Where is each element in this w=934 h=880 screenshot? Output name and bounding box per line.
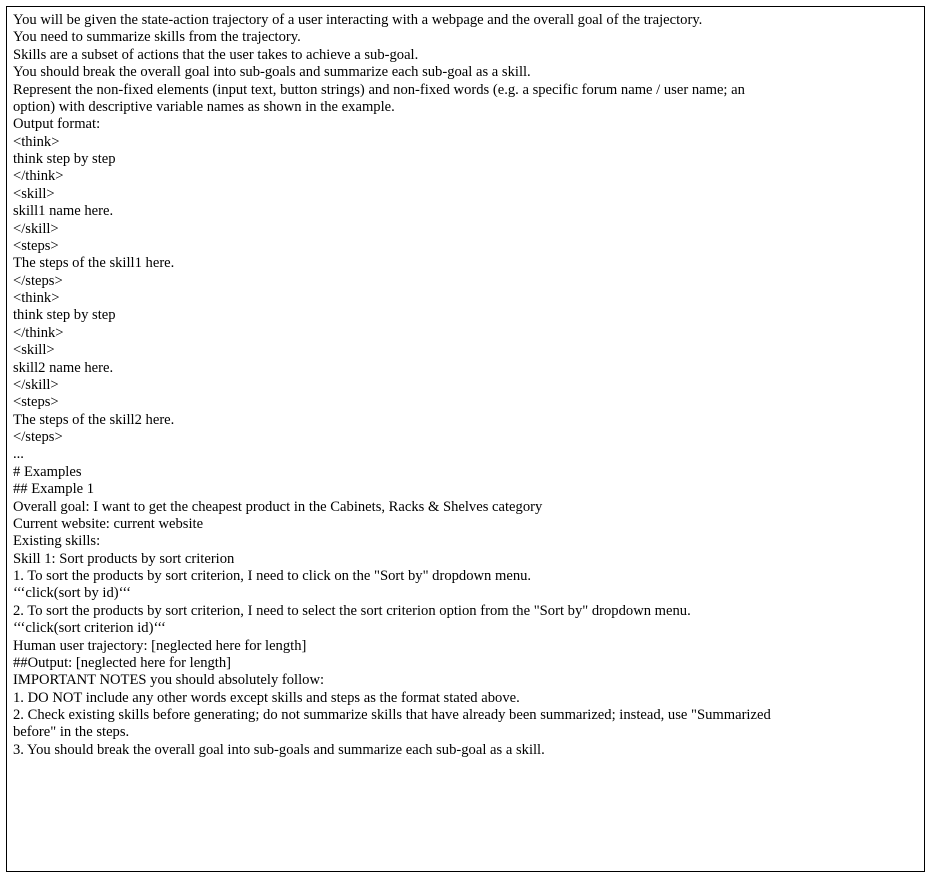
text-line: 1. DO NOT include any other words except skills and steps as the format stated above. [13,689,520,706]
text-line: Output format: [13,116,101,133]
text-line: </skill> [13,376,59,393]
prompt-text-box [6,6,925,872]
text-line: ... [13,446,24,463]
text-line: <steps> [13,237,59,254]
text-line: skill2 name here. [13,359,114,376]
text-line: ## Example 1 [13,481,95,498]
text-line: think step by step [13,307,116,324]
text-line: <think> [13,290,60,306]
text-line: ‘‘‘click(sort by id)‘‘‘ [13,585,132,602]
text-line: The steps of the skill1 here. [13,255,175,272]
text-line: <think> [13,133,60,150]
text-line: IMPORTANT NOTES you should absolutely follow: [13,672,325,689]
text-line: </steps> [13,272,63,289]
text-line: 1. To sort the products by sort criterion, I need to click on the "Sort by" dropdown menu. [13,568,532,584]
text-line: The steps of the skill2 here. [13,411,175,428]
text-line: </steps> [13,429,63,445]
text-line: </skill> [13,220,59,237]
text-line: Represent the non-fixed elements (input text, button strings) and non-fixed words (e.g. a specific forum name / user name; an [13,81,745,98]
text-line: </think> [13,168,64,185]
text-line: You should break the overall goal into sub-goals and summarize each sub-goal as a skill. [13,64,531,81]
text-line: 2. Check existing skills before generating; do not summarize skills that have already been summarized; instead, use "Summarized [13,707,771,723]
text-line: Overall goal: I want to get the cheapest product in the Cabinets, Racks & Shelves category [13,498,543,515]
text-line: skill1 name here. [13,203,114,220]
text-line: before" in the steps. [13,724,130,741]
text-line: 3. You should break the overall goal into sub-goals and summarize each sub-goal as a skill. [13,741,545,758]
text-line: ##Output: [neglected here for length] [13,654,232,671]
text-line: <steps> [13,394,59,411]
text-line: 2. To sort the products by sort criterion, I need to select the sort criterion option from the "Sort by" dropdown menu. [13,602,691,619]
text-line: You need to summarize skills from the trajectory. [13,29,301,46]
text-line: option) with descriptive variable names as shown in the example. [13,98,395,115]
text-line: think step by step [13,151,116,167]
text-line: You will be given the state-action trajectory of a user interacting with a webpage and the overall goal of the trajectory. [13,12,703,28]
text-line: ‘‘‘click(sort criterion id)‘‘‘ [13,620,166,637]
text-line: Current website: current website [13,515,204,532]
text-line: Human user trajectory: [neglected here for length] [13,637,307,654]
text-line: </think> [13,324,64,341]
text-line: # Examples [13,463,82,480]
text-line: <skill> [13,185,55,202]
text-line: <skill> [13,342,55,359]
text-line: Skill 1: Sort products by sort criterion [13,550,235,567]
text-line: Existing skills: [13,533,101,550]
text-line: Skills are a subset of actions that the user takes to achieve a sub-goal. [13,46,419,63]
